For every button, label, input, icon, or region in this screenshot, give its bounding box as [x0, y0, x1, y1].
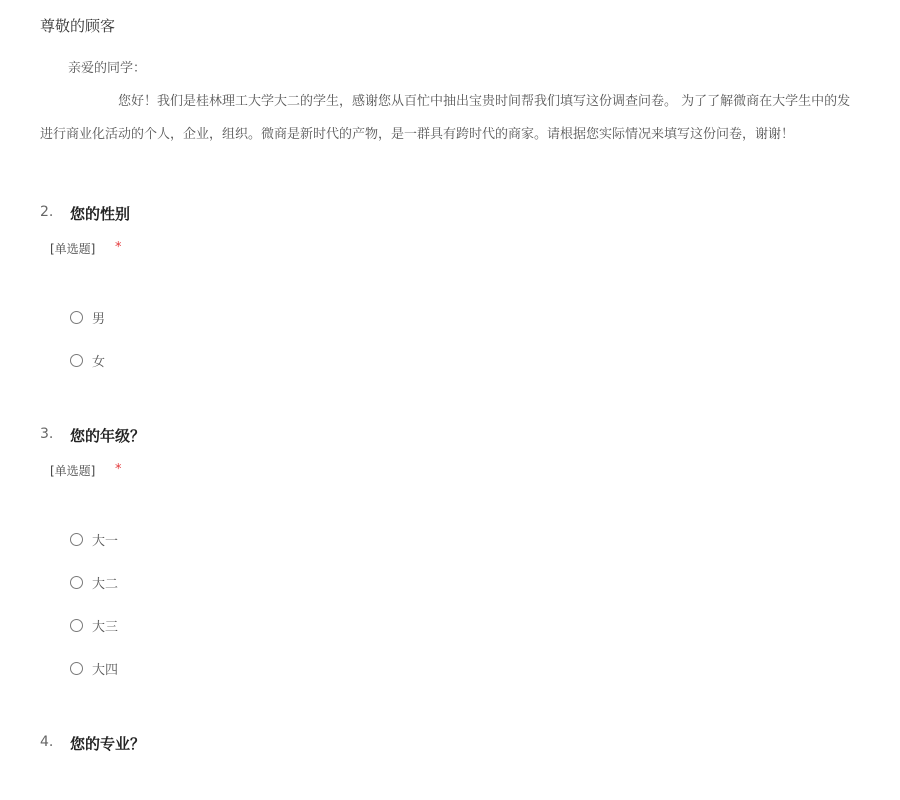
option-label: 大一: [92, 533, 119, 549]
option-label: 大三: [92, 619, 119, 635]
option-male[interactable]: [70, 307, 105, 327]
option-label: 大四: [92, 662, 119, 678]
radio-button[interactable]: [70, 354, 83, 367]
option-female[interactable]: [70, 350, 105, 370]
intro-salutation: 亲爱的同学：: [68, 61, 147, 76]
question-title: 您的专业？: [70, 735, 146, 753]
radio-button[interactable]: [70, 619, 83, 632]
survey-heading: 尊敬的顾客: [40, 17, 116, 35]
option-label: 女: [92, 354, 106, 370]
radio-button[interactable]: [70, 533, 83, 546]
required-marker: *: [115, 240, 122, 255]
question-type-label: [单选题]: [50, 242, 96, 256]
question-title: 您的年级？: [70, 427, 146, 445]
question-number: 3.: [40, 426, 54, 442]
required-marker: *: [115, 462, 122, 477]
intro-body-line-1: 您好！我们是桂林理工大学大二的学生，感谢您从百忙中抽出宝贵时间帮我们填写这份调查问卷。 为了了解微商在大学生中的发: [118, 94, 851, 109]
option-sophomore[interactable]: [70, 572, 118, 592]
radio-button[interactable]: [70, 576, 83, 589]
option-junior[interactable]: [70, 615, 118, 635]
question-type-label: [单选题]: [50, 464, 96, 478]
question-number: 4.: [40, 734, 54, 750]
intro-body-line-2: 进行商业化活动的个人，企业，组织。微商是新时代的产物，是一群具有跨时代的商家。请根据您实际情况来填写这份问卷，谢谢！: [40, 127, 795, 142]
question-title: 您的性别: [70, 205, 131, 223]
option-label: 大二: [92, 576, 119, 592]
radio-button[interactable]: [70, 662, 83, 675]
option-label: 男: [92, 311, 106, 327]
option-freshman[interactable]: [70, 529, 118, 549]
question-number: 2.: [40, 204, 54, 220]
radio-button[interactable]: [70, 311, 83, 324]
option-senior[interactable]: [70, 658, 118, 678]
